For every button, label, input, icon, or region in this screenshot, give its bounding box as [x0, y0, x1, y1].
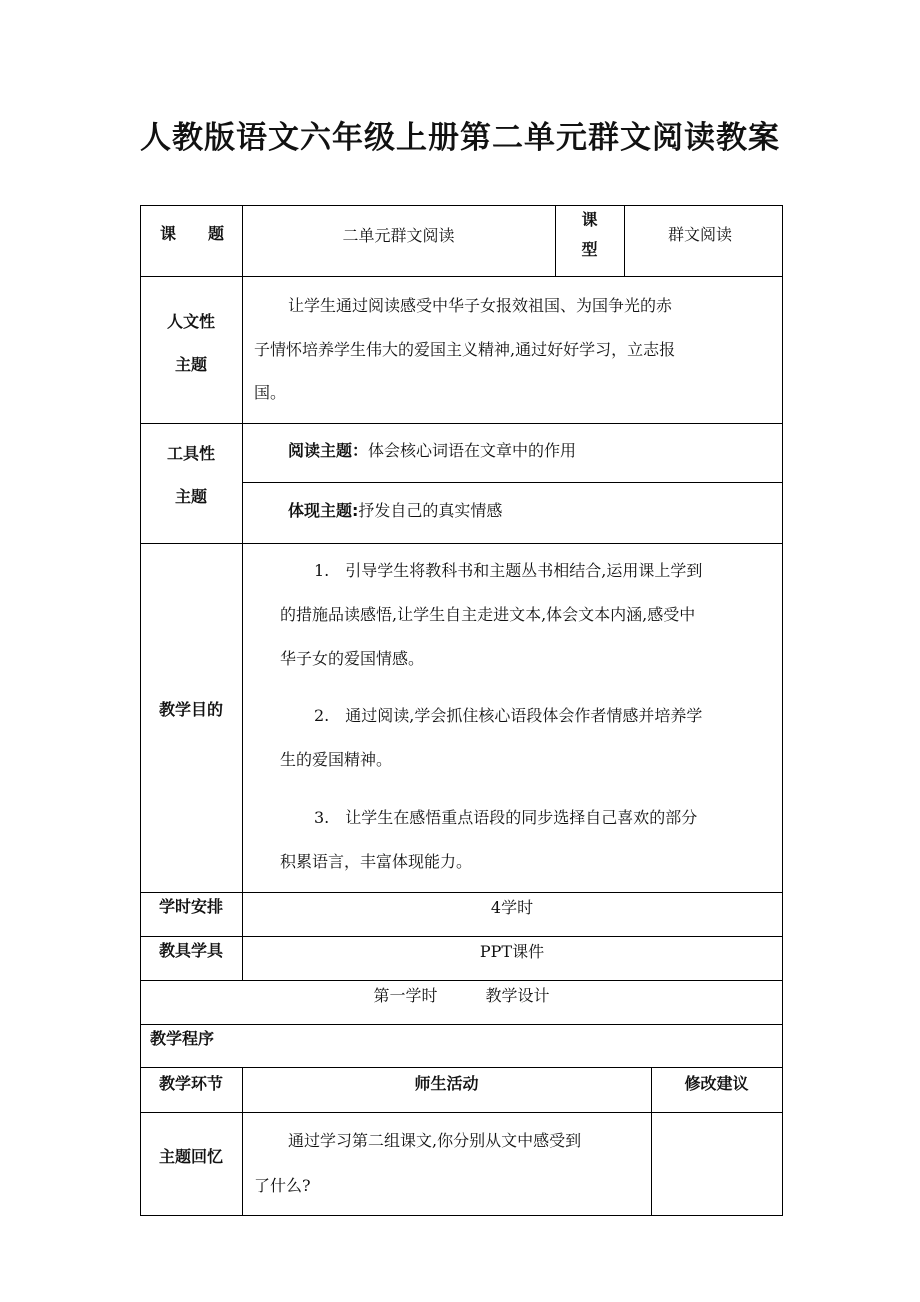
column-divider	[624, 205, 625, 277]
humanistic-text-line: 国。	[254, 383, 287, 402]
tools-value: PPT课件	[479, 942, 545, 961]
expression-theme-value: 抒发自己的真实情感	[358, 501, 503, 520]
document-title: 人教版语文六年级上册第二单元群文阅读教案	[140, 120, 780, 156]
row-divider	[140, 936, 783, 937]
expression-theme-label: 体现主题:	[288, 501, 359, 520]
humanistic-text-line: 子情怀培养学生伟大的爱国主义精神,通过好好学习，立志报	[254, 340, 676, 359]
goal-3-line: 积累语言，丰富体现能力。	[280, 852, 473, 871]
goal-2-line: 2. 通过阅读,学会抓住核心语段体会作者情感并培养学	[314, 706, 703, 725]
humanistic-text-line: 让学生通过阅读感受中华子女报效祖国、为国争光的赤	[288, 296, 673, 315]
hours-value: 4学时	[490, 898, 534, 917]
goal-3-line: 3. 让学生在感悟重点语段的同步选择自己喜欢的部分	[314, 808, 698, 827]
row-divider	[140, 980, 783, 981]
humanistic-label-line1: 人文性	[166, 312, 215, 331]
design-header-notes: 修改建议	[684, 1074, 749, 1093]
reading-theme-label: 阅读主题：	[288, 441, 369, 460]
table-border-right	[782, 205, 783, 1216]
type-value: 群文阅读	[668, 225, 733, 244]
row-divider	[140, 543, 783, 544]
topic-value: 二单元群文阅读	[342, 226, 455, 245]
procedure-label: 教学程序	[150, 1029, 215, 1048]
row-divider	[140, 892, 783, 893]
goal-1-line: 华子女的爱国情感。	[280, 649, 425, 668]
type-label-line1: 课	[581, 210, 598, 229]
type-label-line2: 型	[581, 240, 598, 259]
table-border-top	[140, 205, 783, 206]
hours-label: 学时安排	[158, 897, 223, 916]
goal-1-line: 1. 引导学生将教科书和主题丛书相结合,运用课上学到	[314, 561, 703, 580]
row-divider	[242, 482, 783, 483]
expression-theme	[288, 503, 502, 519]
design-row-step: 主题回忆	[158, 1147, 223, 1166]
tool-label-line2: 主题	[174, 487, 207, 506]
tool-label-line1: 工具性	[166, 444, 215, 463]
topic-label: 课 题	[160, 224, 225, 243]
goal-1-line: 的措施品读感悟,让学生自主走进文本,体会文本内涵,感受中	[280, 605, 696, 624]
design-row-activity-line: 通过学习第二组课文,你分别从文中感受到	[288, 1131, 582, 1150]
design-row-activity-line: 了什么?	[254, 1176, 311, 1195]
session-title: 第一学时 教学设计	[373, 986, 550, 1005]
row-divider	[140, 1024, 783, 1025]
table-border-bottom	[140, 1215, 783, 1216]
row-divider	[140, 1067, 783, 1068]
goals-label: 教学目的	[158, 700, 223, 719]
row-divider	[140, 1112, 783, 1113]
design-header-step: 教学环节	[158, 1074, 223, 1093]
row-divider	[140, 423, 783, 424]
column-divider	[242, 205, 243, 981]
row-divider	[140, 276, 783, 277]
tools-label: 教具学具	[158, 941, 223, 960]
reading-theme	[288, 443, 576, 459]
humanistic-label-line2: 主题	[174, 355, 207, 374]
reading-theme-value: 体会核心词语在文章中的作用	[368, 441, 577, 460]
design-header-activity: 师生活动	[414, 1074, 479, 1093]
goal-2-line: 生的爱国精神。	[280, 750, 393, 769]
